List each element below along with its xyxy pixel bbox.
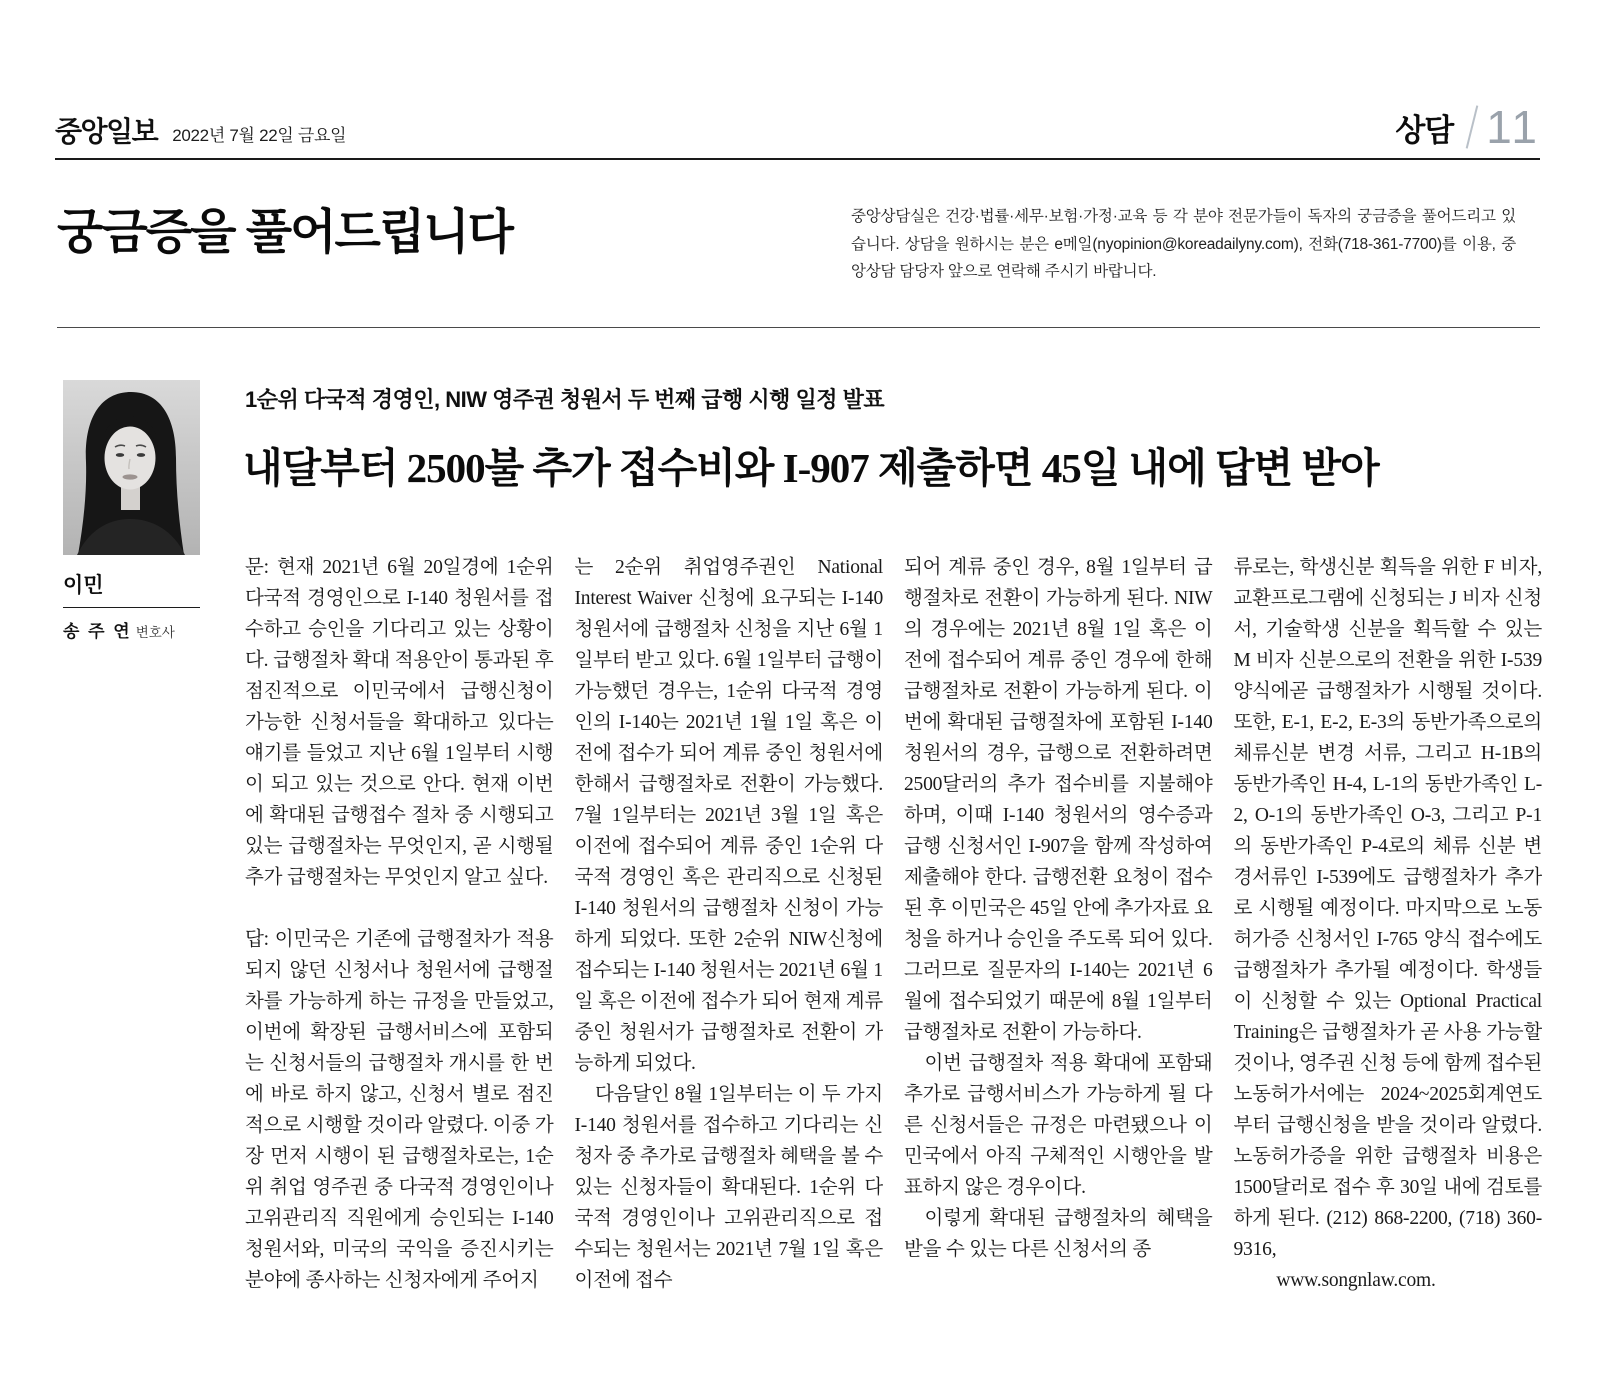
masthead-rule (55, 158, 1540, 160)
text-column-4 (1234, 552, 1543, 1332)
author-category: 이민 (63, 569, 200, 608)
newspaper-logo: 중앙일보 (55, 116, 158, 147)
paragraph: 류로는, 학생신분 획득을 위한 F 비자, 교환프로그램에 신청되는 J 비자 신청서, 기술학생 신분을 획득할 수 있는 M 비자 신분으로의 전환을 위한 I-539 양식에곧 급행절차가 시행될 것이다. 또한, E-1, E-2, E-3의 동반가족으로의 체류신분 변경 서류, 그리고 H-1B의 동반가족인 H-4, L-1의 동반가족인 L-2, O-1의 동반가족인 O-3, 그리고 P-1의 동반가족인 P-4로의 체류 신분 변경서류인 I-539에도 급행절차가 추가로 시행될 예정이다. 마지막으로 노동허가증 신청서인 I-765 양식 접수에도 급행절차가 추가될 예정이다. 학생들이 신청할 수 있는 Optional Practical Training은 급행절차가 곧 사용 가능할 것이나, 영주권 신청 등에 함께 접수된 노동허가서에는 2024~2025회계연도부터 급행신청을 받을 것이라 알렸다. 노동허가증을 위한 급행절차 비용은 1500달러로 접수 후 30일 내에 검토를 하게 된다. (212) 868-2200, (718) 360-9316, (1233, 557, 1542, 1260)
portrait-image (63, 380, 200, 555)
paragraph-answer: 답: 이민국은 기존에 급행절차가 적용되지 않던 신청서나 청원서에 급행절차를 가능하게 하는 규정을 만들었고, 이번에 확장된 급행서비스에 포함되는 신청서들의 급행절차 개시를 한 번에 바로 하지 않고, 신청서 별로 점진적으로 시행할 것이라 알렸다. 이중 가장 먼저 시행이 된 급행절차로는, 1순위 취업 영주권 중 다국적 경영인이나 고위관리직 직원에게 승인되는 I-140 청원서와, 미국의 국익을 증진시키는 분야에 종사하는 신청자에게 주어지 (245, 929, 554, 1291)
section-label: 상담 (1395, 112, 1454, 148)
paragraph: 되어 계류 중인 경우, 8월 1일부터 급행절차로 전환이 가능하게 된다. NIW의 경우에는 2021년 8월 1일 혹은 이전에 접수되어 계류 중인 경우에 한해 급행절차로 전환이 가능하게 된다. 이번에 확대된 급행절차에 포함된 I-140 청원서의 경우, 급행으로 전환하려면 2500달러의 추가 접수비를 지불해야 하며, 이때 I-140 청원서의 영수증과 급행 신청서인 I-907을 함께 작성하여 제출해야 한다. 급행전환 요청이 접수된 후 이민국은 45일 안에 추가자료 요청을 하거나 승인을 주도록 되어 있다. 그러므로 질문자의 I-140는 2021년 6월에 접수되었기 때문에 8월 1일부터 급행절차로 전환이 가능하다. (904, 557, 1213, 1043)
masthead-left (55, 110, 346, 150)
paragraph: 는 2순위 취업영주권인 National Interest Waiver 신청에 요구되는 I-140 청원서에 급행절차 신청을 지난 6월 1일부터 받고 있다. 6월 1일부터 급행이 가능했던 경우는, 1순위 다국적 경영인의 I-140는 2021년 1월 1일 혹은 이전에 접수가 되어 계류 중인 청원서에 한해서 급행절차로 전환이 가능했다. 7월 1일부터는 2021년 3월 1일 혹은 이전에 접수되어 계류 중인 1순위 다국적 경영인 혹은 관리직으로 신청된 I-140 청원서의 급행절차 신청이 가능하게 되었다. 또한 2순위 NIW신청에 접수되는 I-140 청원서는 2021년 6월 1일 혹은 이전에 접수가 되어 현재 계류 중인 청원서가 급행절차로 전환이 가능하게 되었다. (574, 557, 883, 1074)
article-kicker: 1순위 다국적 경영인, NIW 영주권 청원서 두 번째 급행 시행 일정 발표 (245, 387, 885, 412)
article-headline: 내달부터 2500불 추가 접수비와 I-907 제출하면 45일 내에 답변 받아 (243, 445, 1379, 491)
text-column-1 (245, 552, 554, 1332)
article-body (245, 552, 1542, 1332)
column-section-title: 궁금증을 풀어드립니다 (57, 206, 513, 259)
consultation-info: 중앙상담실은 건강·법률·세무·보험·가정·교육 등 각 분야 전문가들이 독자의 궁금증을 풀어드리고 있습니다. 상담을 원하시는 분은 e메일(nyopinion@koreadailyny.com), 전화(718-361-7700)를 이용, 중앙상담 담당자 앞으로 연락해 주시기 바랍니다. (851, 208, 1516, 281)
paragraph: 이렇게 확대된 급행절차의 혜택을 받을 수 있는 다른 신청서의 종 (904, 1208, 1213, 1260)
masthead-right (1395, 101, 1540, 153)
page-number: 11 (1486, 101, 1540, 153)
masthead-divider (1466, 105, 1479, 148)
author-title: 변호사 (135, 625, 175, 640)
paragraph-question: 문: 현재 2021년 6월 20일경에 1순위 다국적 경영인으로 I-140 청원서를 접수하고 승인을 기다리고 있는 상황이다. 급행절차 확대 적용안이 통과된 후 점진적으로 이민국에서 급행신청이 가능한 신청서들을 확대하고 있다는 얘기를 들었고 지난 6월 1일부터 시행이 되고 있는 것으로 안다. 현재 이번에 확대된 급행접수 절차 중 시행되고 있는 급행절차는 무엇인지, 곧 시행될 추가 급행절차는 무엇인지 알고 싶다. (245, 557, 554, 888)
masthead (55, 101, 1540, 153)
author-block (63, 380, 213, 642)
author-name: 송 주 연 (63, 622, 132, 641)
text-column-2 (575, 552, 884, 1332)
text-column-3 (904, 552, 1213, 1332)
paragraph: 다음달인 8월 1일부터는 이 두 가지 I-140 청원서를 접수하고 기다리는 신청자 중 추가로 급행절차 혜택을 볼 수 있는 신청자들이 확대된다. 1순위 다국적 경영인이나 고위관리직으로 접수되는 청원서는 2021년 7월 1일 혹은 이전에 접수 (574, 1084, 883, 1291)
header-rule (57, 327, 1540, 328)
paragraph: 이번 급행절차 적용 확대에 포함돼 추가로 급행서비스가 가능하게 될 다른 신청서들은 규정은 마련됐으나 이민국에서 아직 구체적인 시행안을 발표하지 않은 경우이다. (904, 1053, 1213, 1198)
author-name-row (63, 617, 213, 642)
author-photo (63, 380, 200, 555)
website-line: www.songnlaw.com. (1276, 1270, 1436, 1291)
issue-date: 2022년 7월 22일 금요일 (172, 126, 347, 145)
